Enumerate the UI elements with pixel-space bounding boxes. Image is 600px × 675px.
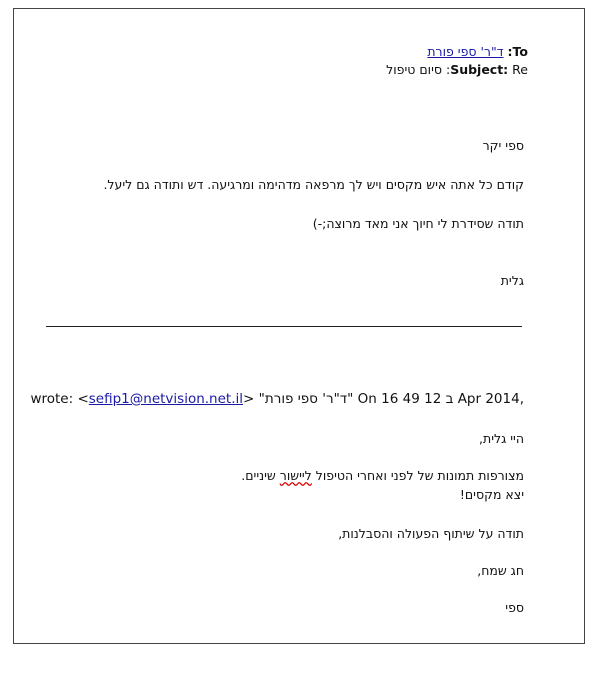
reply-signature: גלית — [500, 273, 524, 288]
subject-prefix: Re: — [445, 62, 528, 77]
quoted-line-1 — [241, 468, 524, 484]
sender-email-link[interactable]: sefip1@netvision.net.il — [88, 391, 244, 407]
to-value[interactable]: ד"ר' ספי פורת — [427, 44, 504, 59]
quoted-signature: ספי — [505, 600, 524, 615]
misspelled-word: ליישור — [279, 468, 312, 483]
reply-line-1: קודם כל אתה איש מקסים ויש לך מרפאה מדהימה ומרגיעה. דש ותודה גם ליעל. — [103, 177, 524, 192]
subject-label: Subject: — [450, 62, 509, 77]
to-label: To: — [507, 44, 528, 59]
sender-name: "ד"ר' ספי פורת" — [258, 391, 354, 407]
quote-attribution: wrote: <sefip1@netvision.net.il> "ד"ר' ספי פורת" On 16 ב 12 49 Apr 2014, — [30, 391, 524, 407]
reply-divider — [46, 326, 522, 327]
quoted-line-3: תודה על שיתוף הפעולה והסבלנות, — [338, 526, 524, 541]
subject-line — [386, 62, 528, 78]
reply-greeting: ספי יקר — [482, 138, 524, 153]
subject-value: סיום טיפול — [386, 62, 442, 77]
quoted-line-4: חג שמח, — [477, 563, 524, 578]
quoted-line-1-end: שיניים. — [241, 468, 280, 483]
quote-wrote: wrote: — [30, 391, 74, 407]
quote-on-text: On 16 ב 12 49 Apr 2014, — [357, 391, 524, 407]
quoted-line-2: יצא מקסים! — [459, 487, 524, 502]
to-line — [427, 44, 528, 60]
quoted-line-1-start: מצורפות תמונות של לפני ואחרי הטיפול — [311, 468, 524, 483]
quoted-greeting: היי גלית, — [479, 431, 524, 446]
reply-line-2: תודה שסידרת לי חיוך אני מאד מרוצה;-) — [312, 216, 524, 231]
